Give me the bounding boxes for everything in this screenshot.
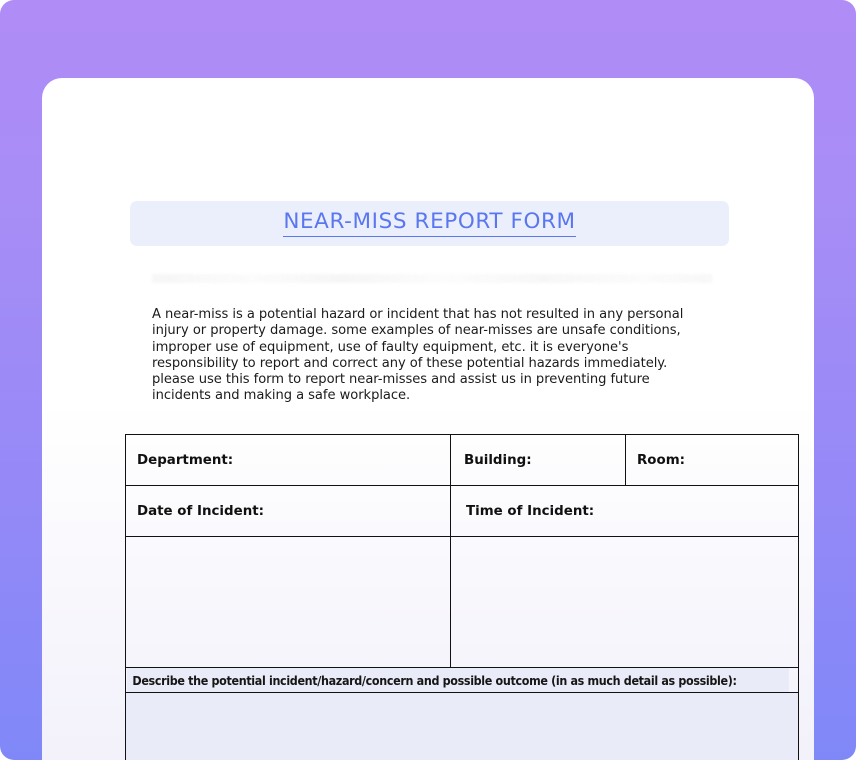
field-department[interactable] (126, 435, 451, 486)
blank-cell-right[interactable] (451, 537, 799, 668)
building-label: Building: (464, 452, 532, 468)
table-row-location (126, 435, 799, 486)
document-sheet (42, 78, 814, 760)
room-label: Room: (637, 452, 686, 468)
blank-cell-left[interactable] (126, 537, 451, 668)
field-date-of-incident[interactable] (126, 486, 451, 537)
form-title-banner (130, 201, 729, 246)
table-row-description-header (126, 668, 799, 693)
department-label: Department: (137, 452, 234, 468)
page-title: NEAR-MISS REPORT FORM (283, 210, 575, 237)
time-of-incident-label: Time of Incident: (466, 503, 595, 519)
document-card (42, 78, 814, 760)
incident-form-table (125, 434, 799, 760)
description-label: Describe the potential incident/hazard/concern and possible outcome (in as much detail as possible): (131, 672, 737, 688)
table-row-description-body (126, 693, 799, 760)
field-room[interactable] (626, 435, 799, 486)
table-row-blank (126, 537, 799, 668)
description-header-cell (126, 668, 789, 693)
field-building[interactable] (451, 435, 626, 486)
scan-artifact-line (152, 274, 712, 283)
intro-paragraph: A near-miss is a potential hazard or incident that has not resulted in any personal injury or property damage. some examples of near-misses are unsafe conditions, improper use of equipment, use of faulty equipment, etc. it is everyone's responsibility to report and correct any of these potential hazards immediately. please use this form to report near-misses and assist us in preventing future incidents and making a safe workplace. (152, 307, 684, 404)
field-time-of-incident[interactable] (451, 486, 799, 537)
description-input-area[interactable] (126, 693, 799, 760)
table-row-datetime (126, 486, 799, 537)
date-of-incident-label: Date of Incident: (137, 503, 264, 519)
